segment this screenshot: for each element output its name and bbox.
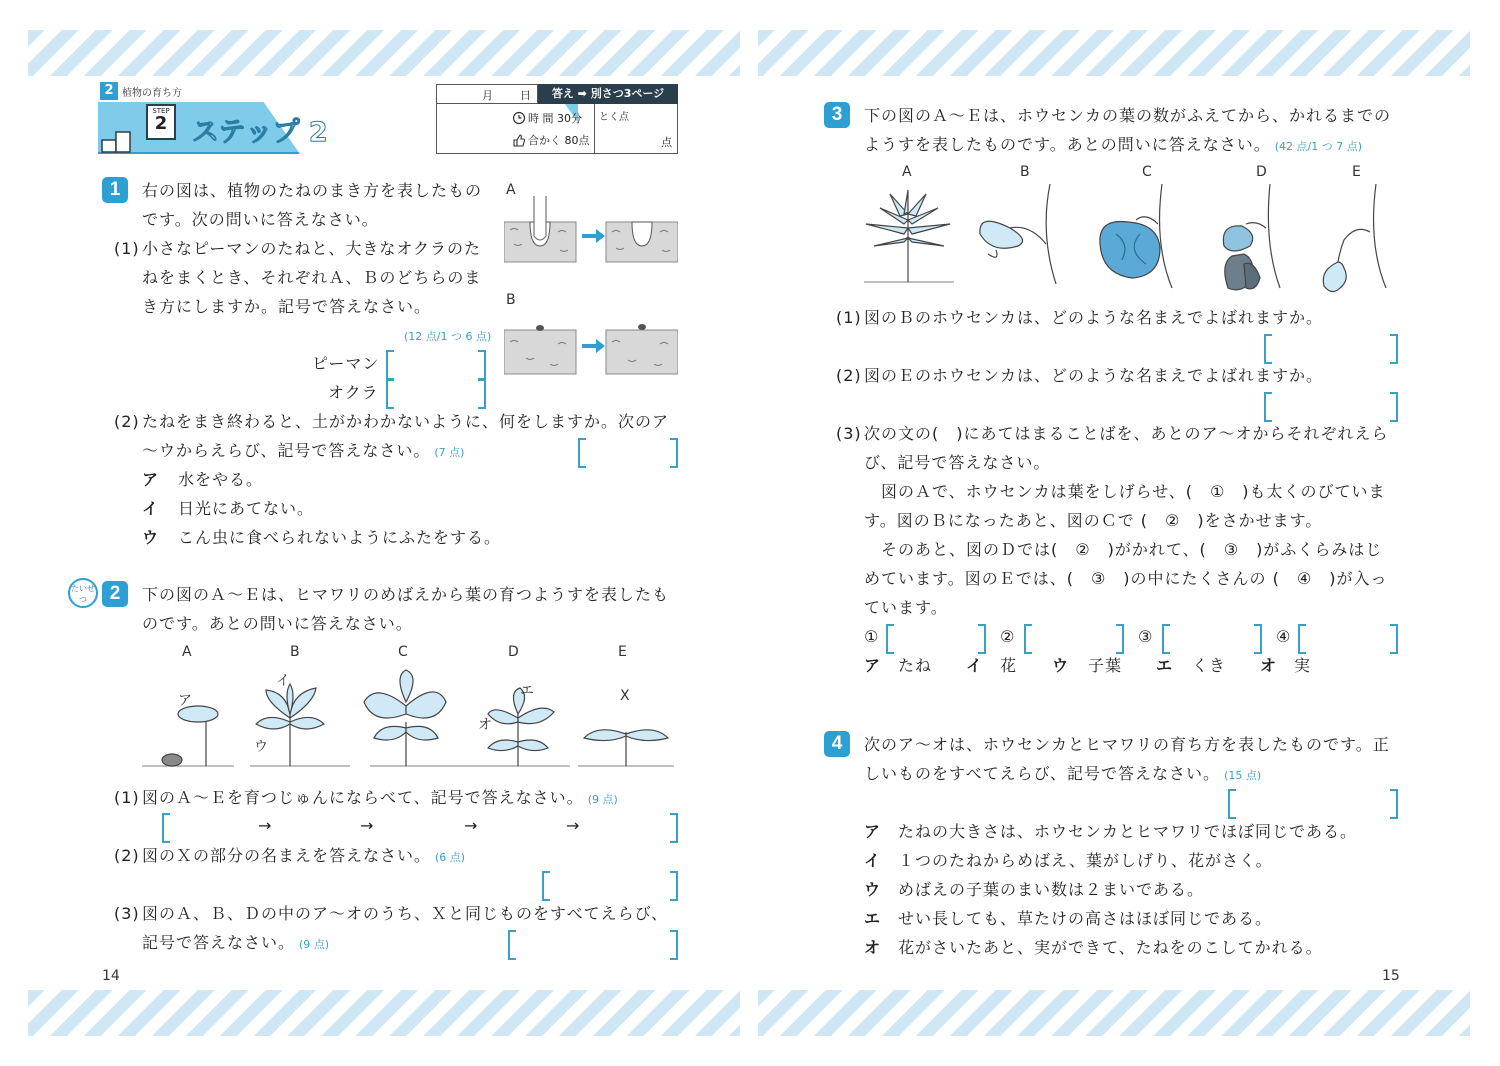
- q3-sub3-line-5: そのあと、図のＤでは( ② )がかれて、( ③ )がふくらみはじ: [864, 540, 1383, 559]
- blank-1-answer-box[interactable]: [886, 624, 986, 650]
- answer-reference: 答え ➡ 別さつ3ページ: [538, 84, 678, 104]
- q3-choice-i-letter: イ: [966, 656, 984, 675]
- page-title: ステップ 2: [192, 117, 328, 148]
- score-field[interactable]: [594, 104, 678, 154]
- blank-3-answer-box[interactable]: [1162, 624, 1262, 650]
- step-badge: [146, 104, 176, 140]
- score-label: とく点: [599, 112, 629, 123]
- important-badge: たいせつ: [68, 578, 98, 608]
- q3-choice-e-letter: エ: [1156, 656, 1174, 675]
- q3-choice-u-letter: ウ: [1052, 656, 1070, 675]
- sunflower-mark-a: ア: [178, 693, 192, 709]
- touch-me-not-label-a: A: [902, 164, 912, 180]
- question-number-1: 1: [102, 177, 128, 203]
- q4-answer-box[interactable]: [1228, 789, 1398, 815]
- q2-sub1-number: (1): [114, 788, 140, 807]
- sunflower-mark-e: エ: [520, 683, 534, 699]
- q2-sub2-points: (6 点): [435, 851, 466, 864]
- q4-text-line-2: [864, 759, 1261, 790]
- q1-sub2-answer-box[interactable]: [578, 438, 678, 464]
- figure-label-b: B: [506, 292, 516, 308]
- q1-sub1-line-3: き方にしますか。記号で答えなさい。: [142, 297, 432, 316]
- question-number-3: 3: [824, 102, 850, 128]
- q1-choice-u-text: こん虫に食べられないようにふたをする。: [178, 528, 502, 547]
- touch-me-not-figure: [860, 184, 1400, 296]
- q4-choice-a-letter: ア: [864, 822, 882, 841]
- month-label: 月: [482, 89, 493, 102]
- sunflower-mark-o: オ: [478, 717, 492, 733]
- q3-sub3-line-2: び、記号で答えなさい。: [864, 453, 1051, 472]
- clock-icon: [512, 111, 526, 125]
- q3-sub3-line-1: 次の文の( )にあてはまることばを、あとのア〜オからそれぞれえら: [864, 424, 1389, 443]
- q3-sub2-text: 図のＥのホウセンカは、どのような名まえでよばれますか。: [864, 366, 1324, 385]
- q1-sub2-line-2: [142, 436, 464, 467]
- q2-sub2-text: 図のＸの部分の名まえを答えなさい。: [142, 846, 432, 865]
- q1-sub1-points: (12 点/1 つ 6 点): [404, 330, 492, 343]
- q3-sub3-line-4: す。図のＢになったあと、図のＣで ( ② )をさかせます。: [864, 511, 1323, 530]
- touch-me-not-label-d: D: [1256, 164, 1267, 180]
- q2-text-line-1: 下の図のＡ〜Ｅは、ヒマワリのめばえから葉の育つようすを表したも: [142, 585, 670, 604]
- blank-label-1: ①: [864, 627, 880, 646]
- q4-text-line-2-text: しいものをすべてえらび、記号で答えなさい。: [864, 764, 1221, 783]
- pepper-answer-box[interactable]: [386, 350, 486, 376]
- q1-sub1-number: (1): [114, 239, 140, 258]
- sunflower-label-b: B: [290, 644, 300, 660]
- q1-text-line-2: です。次の問いに答えなさい。: [142, 210, 379, 229]
- q1-choice-a-letter: ア: [142, 470, 160, 489]
- top-stripe-left: [28, 30, 740, 76]
- order-arrow-4: →: [566, 816, 581, 835]
- seed-sowing-figure-b: [504, 318, 678, 376]
- answer-label-okra: オクラ: [328, 383, 379, 402]
- q3-sub3-line-6: めています。図のＥでは、( ③ )の中にたくさんの ( ④ )が入っ: [864, 569, 1388, 588]
- order-arrow-1: →: [258, 816, 273, 835]
- q4-choice-o-letter: オ: [864, 938, 882, 957]
- q2-sub3-line-2: [142, 928, 329, 959]
- q4-choice-u-text: めばえの子葉のまい数は２まいである。: [898, 880, 1205, 899]
- q4-choice-e-letter: エ: [864, 909, 882, 928]
- q2-sub2-line: [142, 841, 465, 872]
- q3-text-line-2-text: ようすを表したものです。あとの問いに答えなさい。: [864, 135, 1271, 154]
- q3-text-line-2: [864, 130, 1362, 161]
- sunflower-mark-x: X: [620, 688, 630, 704]
- question-number-4: 4: [824, 731, 850, 757]
- q4-choice-e-text: せい長しても、草たけの高さはほぼ同じである。: [898, 909, 1273, 928]
- q2-sub3-points: (9 点): [299, 938, 330, 951]
- q2-text-line-2: のです。あとの問いに答えなさい。: [142, 614, 413, 633]
- question-number-2: 2: [102, 581, 128, 607]
- touch-me-not-label-e: E: [1352, 164, 1361, 180]
- q4-choice-a-text: たねの大きさは、ホウセンカとヒマワリでほぼ同じである。: [898, 822, 1358, 841]
- page-number-right: 15: [1382, 968, 1400, 984]
- q1-sub1-line-1: 小さなピーマンのたねと、大きなオクラのた: [142, 239, 482, 258]
- page-number-left: 14: [102, 968, 120, 984]
- q3-points: (42 点/1 つ 7 点): [1274, 140, 1363, 153]
- blank-2-answer-box[interactable]: [1024, 624, 1124, 650]
- q2-sub3-number: (3): [114, 904, 140, 923]
- q1-sub2-line-2-text: 〜ウからえらび、記号で答えなさい。: [142, 441, 431, 460]
- sunflower-label-a: A: [182, 644, 192, 660]
- top-stripe-right: [758, 30, 1470, 76]
- q2-sub2-answer-box[interactable]: [542, 871, 678, 897]
- sunflower-label-e: E: [618, 644, 627, 660]
- q2-sub1-points: (9 点): [587, 793, 618, 806]
- q2-sub3-answer-box[interactable]: [508, 930, 678, 956]
- q3-sub1-text: 図のＢのホウセンカは、どのような名まえでよばれますか。: [864, 308, 1324, 327]
- passing-score: 合かく 80点: [528, 134, 590, 147]
- q3-sub2-number: (2): [836, 366, 862, 385]
- sunflower-label-d: D: [508, 644, 519, 660]
- q3-choice-a-letter: ア: [864, 656, 882, 675]
- touch-me-not-label-b: B: [1020, 164, 1030, 180]
- q3-choice-o-text: 実: [1294, 656, 1312, 675]
- q3-choice-i-text: 花: [1000, 656, 1018, 675]
- sunflower-mark-u: ウ: [254, 739, 268, 755]
- step-number: 2: [154, 113, 168, 134]
- answer-label-pepper: ピーマン: [312, 354, 380, 373]
- q4-choice-i-text: １つのたねからめばえ、葉がしげり、花がさく。: [898, 851, 1273, 870]
- q3-text-line-1: 下の図のＡ〜Ｅは、ホウセンカの葉の数がふえてから、かれるまでの: [864, 106, 1392, 125]
- blank-label-3: ③: [1138, 627, 1154, 646]
- order-arrow-2: →: [360, 816, 375, 835]
- q4-choice-o-text: 花がさいたあと、実ができて、たねをのこしてかれる。: [898, 938, 1323, 957]
- q1-choice-i-letter: イ: [142, 499, 160, 518]
- score-unit: 点: [661, 136, 672, 149]
- blank-label-4: ④: [1276, 627, 1292, 646]
- q4-points: (15 点): [1224, 769, 1262, 782]
- q3-sub1-number: (1): [836, 308, 862, 327]
- q1-choice-u-letter: ウ: [142, 528, 160, 547]
- sunflower-mark-i: イ: [276, 673, 290, 689]
- unit-title: 植物の育ち方: [122, 88, 182, 99]
- q3-sub1-answer-box[interactable]: [1264, 334, 1398, 360]
- sunflower-growth-figure: [138, 662, 678, 774]
- time-limit: 時 間 30分: [528, 112, 582, 125]
- blank-4-answer-box[interactable]: [1298, 624, 1398, 650]
- okra-answer-box[interactable]: [386, 379, 486, 405]
- q3-choice-o-letter: オ: [1260, 656, 1278, 675]
- sunflower-label-c: C: [398, 644, 408, 660]
- q3-sub3-line-7: ています。: [864, 598, 948, 617]
- q2-sub3-line-2-text: 記号で答えなさい。: [142, 933, 296, 952]
- q2-sub2-number: (2): [114, 846, 140, 865]
- thumbs-up-icon: [512, 133, 526, 147]
- date-field[interactable]: [436, 84, 538, 104]
- q4-choice-i-letter: イ: [864, 851, 882, 870]
- q1-sub1-line-2: ねをまくとき、それぞれＡ、Ｂのどちらのま: [142, 268, 482, 287]
- q3-sub3-line-3: 図のＡで、ホウセンカは葉をしげらせ、( ① )も太くのびていま: [864, 482, 1386, 501]
- order-arrow-3: →: [464, 816, 479, 835]
- q1-sub2-points: (7 点): [434, 446, 465, 459]
- q3-choice-u-text: 子葉: [1088, 656, 1123, 675]
- q2-sub1-text: 図のＡ〜Ｅを育つじゅんにならべて、記号で答えなさい。: [142, 788, 584, 807]
- q1-choice-a-text: 水をやる。: [178, 470, 264, 489]
- seed-sowing-figure-a: [504, 196, 678, 268]
- q3-sub2-answer-box[interactable]: [1264, 392, 1398, 418]
- q3-choice-e-text: くき: [1192, 656, 1227, 675]
- q3-choice-a-text: たね: [898, 656, 933, 675]
- q2-sub1-line: [142, 783, 618, 814]
- step-label: STEP: [152, 107, 170, 115]
- q3-sub3-number: (3): [836, 424, 862, 443]
- q1-sub2-number: (2): [114, 412, 140, 431]
- q1-text-line-1: 右の図は、植物のたねのまき方を表したもの: [142, 181, 483, 200]
- q2-sub3-line-1: 図のＡ、Ｂ、Ｄの中のア〜オのうち、Ｘと同じものをすべてえらび、: [142, 904, 669, 923]
- day-label: 日: [520, 89, 531, 102]
- podium-icon: [100, 128, 150, 154]
- q4-choice-u-letter: ウ: [864, 880, 882, 899]
- bottom-stripe-right: [758, 990, 1470, 1036]
- unit-number: 2: [100, 82, 118, 100]
- touch-me-not-label-c: C: [1142, 164, 1152, 180]
- q4-text-line-1: 次のア〜オは、ホウセンカとヒマワリの育ち方を表したものです。正: [864, 735, 1390, 754]
- q1-choice-i-text: 日光にあてない。: [178, 499, 315, 518]
- q2-sub1-answer-box[interactable]: [162, 813, 678, 839]
- figure-label-a: A: [506, 182, 516, 198]
- q1-sub2-line-1: たねをまき終わると、土がかわかないように、何をしますか。次のア: [142, 412, 670, 431]
- blank-label-2: ②: [1000, 627, 1016, 646]
- bottom-stripe-left: [28, 990, 740, 1036]
